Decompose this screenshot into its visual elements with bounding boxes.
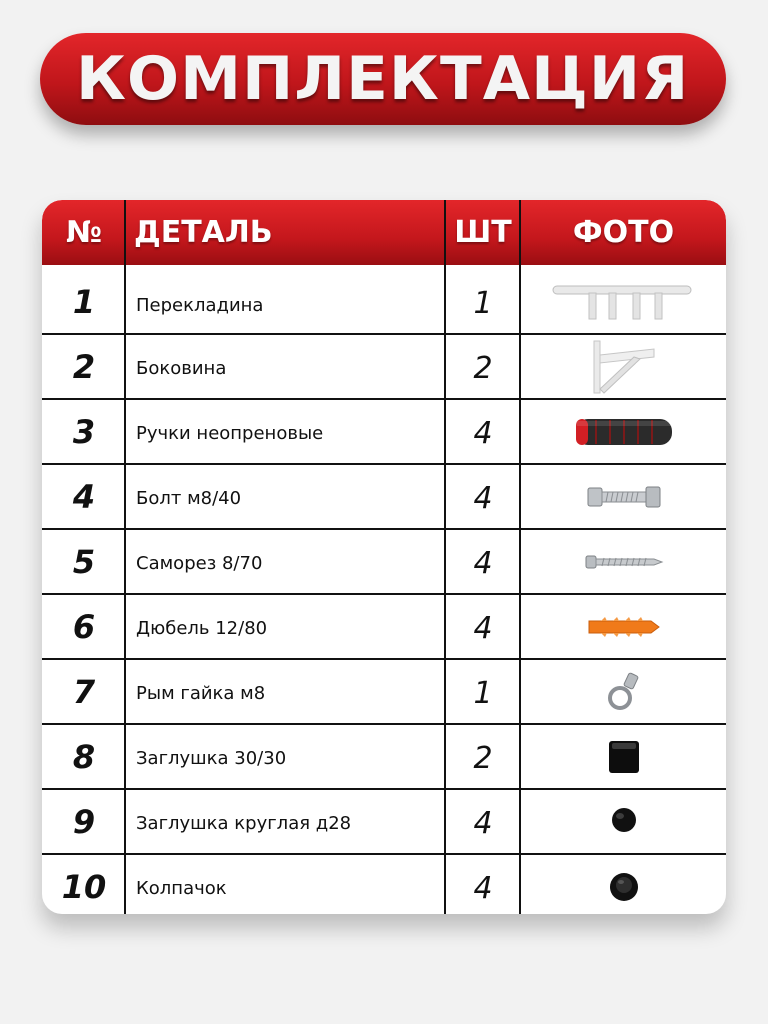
crossbar-icon — [549, 280, 699, 324]
bolt-icon — [586, 484, 662, 510]
part-qty: 4 — [473, 871, 493, 906]
row-number: 7 — [72, 672, 96, 711]
part-name: Перекладина — [136, 295, 264, 316]
row-number: 3 — [72, 412, 96, 451]
part-qty: 4 — [473, 481, 493, 516]
table-header — [42, 200, 726, 265]
part-name: Заглушка круглая д28 — [136, 813, 352, 834]
part-qty: 4 — [473, 416, 493, 451]
part-name: Дюбель 12/80 — [136, 618, 268, 639]
cap-icon — [607, 870, 641, 904]
part-photo — [521, 335, 726, 398]
part-qty: 1 — [473, 286, 493, 321]
part-name: Заглушка 30/30 — [136, 748, 287, 769]
part-name: Саморез 8/70 — [136, 553, 263, 574]
part-photo — [521, 465, 726, 528]
part-qty: 4 — [473, 806, 493, 841]
part-photo — [521, 270, 726, 333]
part-photo — [521, 400, 726, 463]
part-photo — [521, 530, 726, 593]
eye-nut-icon — [606, 670, 642, 714]
row-number: 1 — [72, 282, 96, 321]
part-qty: 4 — [473, 611, 493, 646]
part-name: Болт м8/40 — [136, 488, 242, 509]
square-plug-icon — [606, 738, 642, 776]
header-photo: ФОТО — [572, 215, 675, 250]
part-photo — [521, 788, 726, 851]
row-number: 9 — [72, 802, 96, 841]
page-title: КОМПЛЕКТАЦИЯ — [76, 44, 690, 114]
header-part: ДЕТАЛЬ — [134, 215, 273, 250]
part-photo — [521, 660, 726, 723]
row-number: 8 — [72, 737, 96, 776]
part-name: Колпачок — [136, 878, 227, 899]
part-qty: 2 — [473, 741, 493, 776]
header-num: № — [65, 215, 103, 250]
part-photo — [521, 855, 726, 914]
part-name: Рым гайка м8 — [136, 683, 266, 704]
title-banner — [40, 33, 726, 125]
side-bracket-icon — [584, 339, 664, 395]
part-qty: 2 — [473, 351, 493, 386]
row-number: 2 — [72, 347, 96, 386]
part-qty: 4 — [473, 546, 493, 581]
row-number: 6 — [72, 607, 96, 646]
part-photo — [521, 595, 726, 658]
neoprene-grip-icon — [574, 415, 674, 449]
row-number: 10 — [61, 867, 107, 906]
part-name: Ручки неопреновые — [136, 423, 324, 444]
round-plug-icon — [609, 805, 639, 835]
row-number: 5 — [72, 542, 96, 581]
header-qty: ШТ — [454, 215, 512, 250]
dowel-icon — [587, 616, 661, 638]
parts-table — [42, 200, 726, 914]
part-photo — [521, 725, 726, 788]
screw-icon — [584, 552, 664, 572]
row-number: 4 — [72, 477, 96, 516]
part-name: Боковина — [136, 358, 227, 379]
part-qty: 1 — [473, 676, 493, 711]
